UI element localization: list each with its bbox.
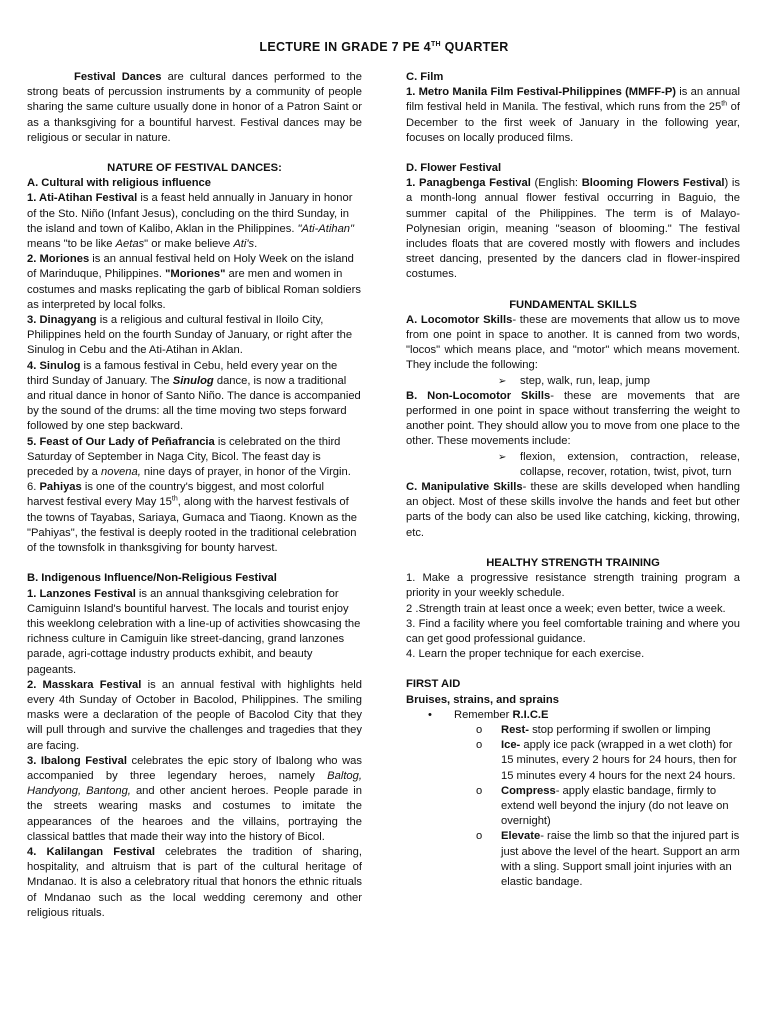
- item-text: , along with the harvest festivals of the towns of Tayabas, Sariaya, Gumaca and Tiaong. Known as the "Pahiyas", the festival is deeply rooted in the traditional celebration of the townsfolk in thanksgiving for bounty harvest.: [27, 496, 358, 555]
- list-text: flexion, extension, contraction, release, collapse, recover, rotation, twist, pivot, turn: [520, 450, 740, 478]
- circle-bullet-icon: o: [476, 723, 483, 736]
- item-text: nine days of prayer, in honor of the Virgin.: [140, 466, 351, 479]
- item-italic: Aetas: [115, 238, 145, 251]
- item-bold: "Moriones": [165, 268, 226, 281]
- rice-rest: [476, 723, 740, 738]
- item-title: 2. Moriones: [27, 253, 90, 266]
- item-bold: R.I.C.E: [512, 708, 549, 721]
- item-text: - these are movements that are performed in one point in space without transferring the weight to another point. They should allow you to move from one place to the other. These movements include:: [406, 389, 740, 448]
- item-title: B. Non-Locomotor Skills: [406, 389, 551, 402]
- rice-bullet: [428, 708, 740, 723]
- arrow-bullet-icon: ➢: [498, 451, 507, 463]
- item-title: 1. Panagbenga Festival: [406, 177, 531, 190]
- item-masskara: [27, 678, 362, 754]
- subheading-a: A. Cultural with religious influence: [27, 177, 211, 190]
- item-text: - these are movements that allow us to move from one point in space to another. It is canned from two words, "locos" which means place, and "motor" which means movement. They include the following:: [406, 313, 740, 372]
- item-sup: th: [721, 100, 728, 108]
- strength-item-2: 2 .Strength train at least once a week; even better, twice a week.: [406, 602, 726, 615]
- locomotor-skills: [406, 313, 740, 374]
- item-text: stop performing if swollen or limping: [528, 723, 711, 736]
- rice-elevate: [476, 829, 740, 890]
- intro-term: Festival Dances: [74, 71, 162, 83]
- item-title: A. Locomotor Skills: [406, 313, 513, 326]
- item-title: Elevate: [501, 830, 541, 843]
- item-title: Pahiyas: [39, 481, 82, 494]
- item-text: and other ancient heroes. People parade in the streets wearing masks and costumes to imitate the appearances of the hearoes and the villains, portraying the classical battles that made their way into the history of Bicol.: [27, 785, 362, 843]
- item-text: is one of the country's biggest, and most colorful harvest festival every May 15: [27, 481, 324, 509]
- item-text: are men and women in costumes and masks replicating the garb of biblical Roman soldiers as interpreted by local folks.: [27, 268, 361, 311]
- page-title: [0, 40, 768, 54]
- list-text: step, walk, run, leap, jump: [520, 374, 650, 387]
- circle-bullet-icon: o: [476, 784, 483, 797]
- item-moriones: [27, 252, 362, 313]
- item-dinagyang: [27, 313, 362, 359]
- nature-heading: NATURE OF FESTIVAL DANCES:: [107, 162, 282, 175]
- item-title: 1. Ati-Atihan Festival: [27, 192, 138, 205]
- healthy-strength-heading: HEALTHY STRENGTH TRAINING: [486, 556, 660, 569]
- circle-bullet-icon: o: [476, 830, 483, 843]
- item-text: - raise the limb so that the injured part is just above the level of the heart. Support an arm with a sling. Support small joint injuries with an elastic bandage.: [501, 830, 740, 888]
- rice-compress: [476, 784, 740, 830]
- item-bold-italic: Sinulog: [172, 374, 214, 387]
- item-italic: novena,: [101, 466, 141, 479]
- circle-bullet-icon: o: [476, 739, 483, 752]
- locomotor-list-item: [498, 374, 740, 389]
- item-text: of December to the first week of January in the following year, focuses on locally produced films.: [406, 101, 740, 144]
- item-title: Rest-: [501, 723, 529, 736]
- item-text: is a feast held annually in January in honor of the Sto. Niño (Infant Jesus), concluding on the third Sunday, in the island and town of Kalibo, Aklan in the Philippines.: [27, 192, 353, 235]
- item-text: celebrates the epic story of Ibalong who was accompanied by three legendary heroes, namely: [27, 754, 362, 782]
- item-penafrancia: [27, 435, 362, 481]
- item-italic: Ati's: [233, 238, 255, 251]
- title-main: LECTURE IN GRADE 7 PE 4: [259, 40, 431, 54]
- subheading-d: D. Flower Festival: [406, 162, 502, 175]
- strength-item-4: 4. Learn the proper technique for each exercise.: [406, 648, 645, 661]
- item-text: is an annual festival with highlights held every 4th Sunday of October in Bacolod, Philippines. The smiling masks were a declaration of the people of Bacolod City that they will pull through and survive the challenges and tragedies that they are facing.: [27, 678, 362, 752]
- item-text: Remember: [454, 708, 513, 721]
- subheading-b: B. Indigenous Influence/Non-Religious Festival: [27, 572, 277, 585]
- item-text: " or make believe: [144, 238, 234, 251]
- right-column: [406, 70, 740, 890]
- item-text: means "to be like: [27, 238, 116, 251]
- item-title: 5. Feast of Our Lady of Peñafrancia: [27, 435, 215, 448]
- item-text: - apply elastic bandage, firmly to extend well beyond the injury (do not leave on overnight): [501, 784, 729, 828]
- item-ibalong: [27, 754, 362, 845]
- non-locomotor-skills: [406, 389, 740, 450]
- item-kalilangan: [27, 845, 362, 921]
- fundamental-skills-heading: FUNDAMENTAL SKILLS: [509, 298, 637, 311]
- item-panagbenga: [406, 176, 740, 282]
- first-aid-heading: FIRST AID: [406, 678, 461, 691]
- item-text: celebrates the tradition of sharing, hospitality, and altruism that is part of the cultural heritage of Mndanao. It is also a celebratory ritual that honors the ethnic rituals of Mndanao such as the local wedding ceremony and other religious rituals.: [27, 845, 362, 919]
- item-title: 2. Masskara Festival: [27, 678, 142, 691]
- item-pahiyas: [27, 480, 362, 556]
- item-title: C. Manipulative Skills: [406, 481, 523, 494]
- item-title: Ice-: [501, 739, 521, 752]
- first-aid-subheading: Bruises, strains, and sprains: [406, 693, 559, 706]
- item-title: 4. Kalilangan Festival: [27, 845, 155, 858]
- item-italic: "Ati-Atihan": [297, 222, 354, 235]
- item-text: apply ice pack (wrapped in a wet cloth) for 15 minutes, every 2 hours for 24 hours, then for 15 minutes every 4 hours for the next 24 hours.: [501, 739, 737, 782]
- subheading-c: C. Film: [406, 71, 444, 83]
- item-lanzones: [27, 587, 362, 678]
- item-sup: th: [171, 495, 178, 503]
- intro-text: are cultural dances performed to the strong beats of percussion instruments by a community of people sharing the same culture usually done in honor of a Patron Saint or as a thanksgiving for a bountiful harvest. Festival dances may be religious or secular in nature.: [27, 71, 362, 144]
- item-ati-atihan: [27, 191, 362, 252]
- item-mmff: [406, 85, 740, 146]
- item-sinulog: [27, 359, 362, 435]
- item-text: is an annual festival held on Holy Week on the island of Marinduque, Philippines.: [27, 253, 354, 281]
- item-title: 3. Dinagyang: [27, 314, 97, 327]
- item-text: - these are skills developed when handling an object. Most of these skills involve the hands and feet but other parts of the body can also be used like catching, kicking, throwing, etc.: [406, 481, 740, 539]
- strength-item-1: 1. Make a progressive resistance strength training program a priority in your weekly schedule.: [406, 572, 740, 600]
- item-italic: Baltog, Handyong, Bantong,: [27, 769, 362, 798]
- item-text: is an annual film festival held in Manila. The festival, which runs from the 25: [406, 86, 740, 114]
- item-text: (English:: [530, 177, 582, 190]
- item-title: 3. Ibalong Festival: [27, 754, 127, 767]
- item-bold: Blooming Flowers Festival: [581, 177, 725, 190]
- item-text: ) is a month-long annual flower festival occurring in Baguio, the summer capital of the Philippines. The term is of Malayo-Polynesian origin, meaning "season of blooming." The festival includes floats that are covered mostly with flowers and includes street dancing, presented by the dancers clad in flower-inspired costumes.: [406, 177, 741, 281]
- item-title: Compress: [501, 784, 556, 797]
- item-text: dance, is now a traditional and ritual dance in honor of Santo Niño. The dance is accompanied by the sound of the drums: all the time moving two steps forward followed by one step backward.: [27, 374, 361, 433]
- item-text: is celebrated on the third Saturday of September in Naga City, Bicol. The feast day is preceded by a: [27, 435, 341, 479]
- item-text: is an annual thanksgiving celebration for Camiguinn Island's bountiful harvest. The locals and tourist enjoy this weeklong celebration with a line-up of activities showcasing the richness culture in Camiguin like street-dancing, grand lanzones parade, agri-cottage industry products exhibit, and beauty pageants.: [27, 587, 361, 676]
- item-title: 1. Metro Manila Film Festival-Philippines (MMFF-P): [406, 86, 677, 99]
- title-sup: TH: [430, 40, 441, 48]
- arrow-bullet-icon: ➢: [498, 375, 507, 387]
- non-locomotor-list-item: [498, 450, 740, 480]
- item-text: is a famous festival in Cebu, held every year on the third Sunday of January. The: [27, 359, 338, 387]
- rice-ice: [476, 738, 740, 784]
- strength-item-3: 3. Find a facility where you feel comfortable training and where you can get good professional guidance.: [406, 617, 740, 645]
- item-title: 4. Sinulog: [27, 359, 81, 372]
- title-end: QUARTER: [440, 40, 509, 54]
- item-text: is a religious and cultural festival in Iloilo City, Philippines held on the fourth Sunday of January, or right after the Sinulog in Cebu and the Ati-Atihan in Aklan.: [27, 314, 353, 357]
- item-title: 1. Lanzones Festival: [27, 587, 136, 600]
- manipulative-skills: [406, 480, 740, 541]
- intro-paragraph: [27, 70, 362, 146]
- left-column: [27, 70, 362, 921]
- bullet-icon: •: [428, 708, 432, 721]
- item-number: 6.: [27, 481, 40, 494]
- item-text: .: [254, 238, 258, 251]
